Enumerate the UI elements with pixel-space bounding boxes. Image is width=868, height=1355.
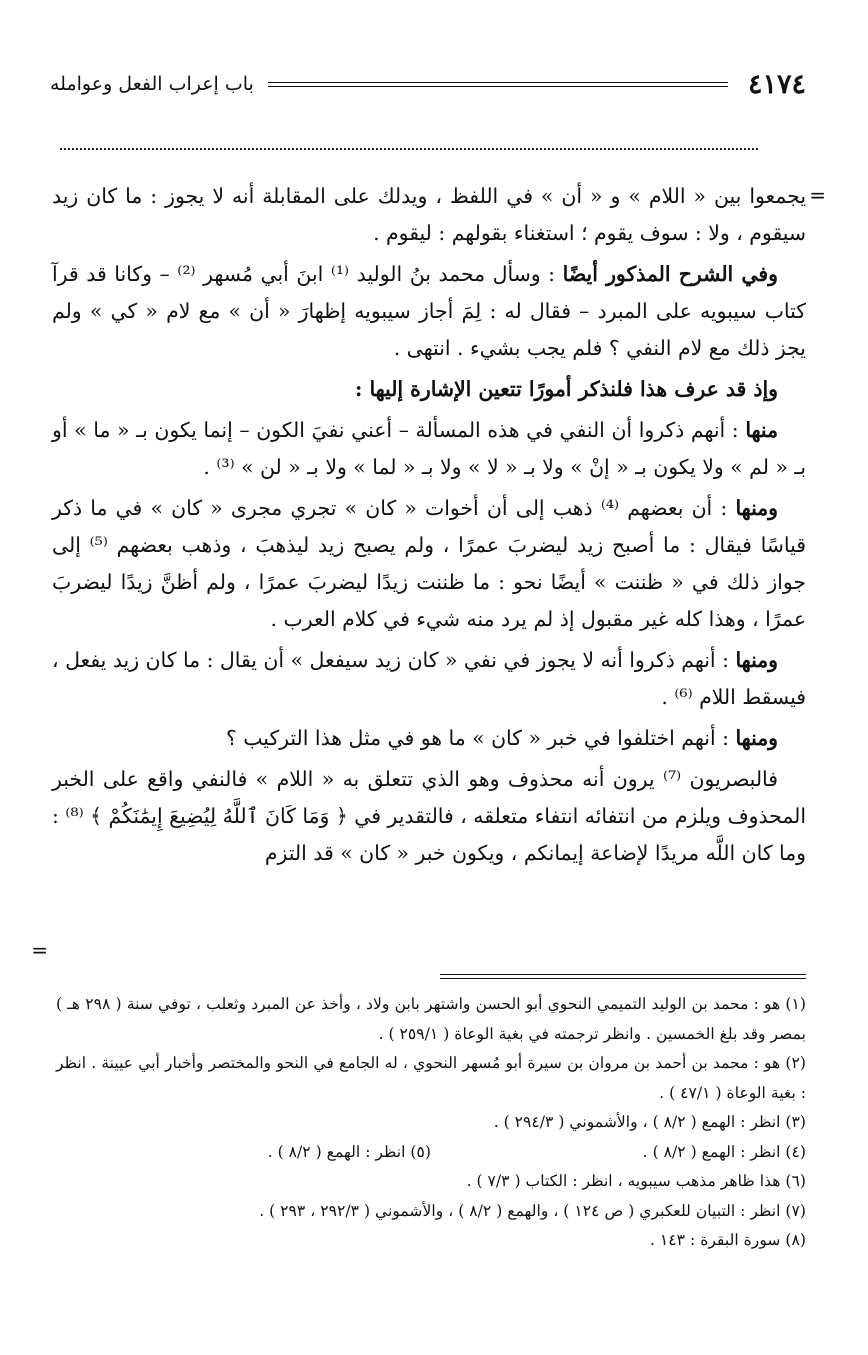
paragraph-6: ومنها : أنهم ذكروا أنه لا يجوز في نفي « كان زيد سيفعل » أن يقال : ما كان زيد يفعل ، فيسقط اللام ⁽⁶⁾ . bbox=[52, 648, 806, 709]
paragraph-7-lead: ومنها bbox=[735, 726, 778, 750]
paragraph-1: يجمعوا بين « اللام » و « أن » في اللفظ ، ويدلك على المقابلة أنه لا يجوز : ما كان زيد سيقوم ، ولا : سوف يقوم ؛ استغناء بقولهم : ليقوم . bbox=[52, 184, 806, 245]
paragraph-6-lead: ومنها bbox=[735, 648, 778, 672]
paragraph-7: ومنها : أنهم اختلفوا في خبر « كان » ما هو في مثل هذا التركيب ؟ bbox=[225, 726, 778, 750]
paragraph-2: وفي الشرح المذكور أيضًا : وسأل محمد بنُ الوليد ⁽¹⁾ ابنَ أبي مُسهر ⁽²⁾ – وكانا قد قرآ كتاب سيبويه على المبرد – فقال له : لِمَ أجاز سيبويه إظهارَ « أن » مع لام « كي » ولم يجز ذلك مع لام النفي ؟ فلم يجب بشيء . انتهى . bbox=[52, 262, 806, 360]
chapter-title: باب إعراب الفعل وعوامله bbox=[50, 73, 254, 95]
footnote-2: (٢) هو : محمد بن أحمد بن مروان بن سيرة أبو مُسهر النحوي ، له الجامع في النحو والمختصر وأخبار أبي عيينة . انظر : بغية الوعاة ( ٤٧/١ ) . bbox=[56, 1054, 806, 1102]
footnote-3: (٣) انظر : الهمع ( ٨/٢ ) ، والأشموني ( ٢٩٤/٣ ) . bbox=[493, 1113, 806, 1131]
footnote-5: (٥) انظر : الهمع ( ٨/٢ ) . bbox=[267, 1142, 431, 1161]
footnote-8: (٨) سورة البقرة : ١٤٣ . bbox=[650, 1231, 806, 1249]
continuation-mark-top: = bbox=[809, 183, 826, 207]
header-double-rule bbox=[268, 82, 728, 87]
running-header bbox=[50, 64, 806, 104]
dotted-separator bbox=[60, 148, 758, 150]
paragraph-3: وإذ قد عرف هذا فلنذكر أمورًا تتعين الإشارة إليها : bbox=[354, 377, 778, 401]
footnote-row-4-5 bbox=[56, 1138, 806, 1168]
footnote-1: (١) هو : محمد بن الوليد التميمي النحوي أبو الحسن واشتهر بابن ولاد ، وأخذ عن المبرد وثعلب ، توفي سنة ( ٢٩٨ هـ ) بمصر وقد بلغ الخمسين . وانظر ترجمته في بغية الوعاة ( ٢٥٩/١ ) . bbox=[56, 995, 806, 1043]
footnote-7: (٧) انظر : التبيان للعكبري ( ص ١٢٤ ) ، والهمع ( ٨/٢ ) ، والأشموني ( ٢٩٢/٣ ، ٢٩٣ ) . bbox=[259, 1201, 806, 1220]
footnote-4: (٤) انظر : الهمع ( ٨/٢ ) . bbox=[642, 1142, 806, 1161]
paragraph-5-lead: ومنها bbox=[735, 496, 778, 520]
footnotes bbox=[56, 990, 806, 1256]
paragraph-2-lead: وفي الشرح المذكور أيضًا bbox=[562, 262, 779, 286]
footnote-separator bbox=[440, 974, 806, 979]
continuation-mark-bottom: = bbox=[31, 938, 48, 962]
paragraph-8: فالبصريون ⁽⁷⁾ يرون أنه محذوف وهو الذي تتعلق به « اللام » فالنفي واقع على الخبر المحذوف ويلزم من انتفائه انتفاء متعلقه ، فالتقدير في ﴿ وَمَا كَانَ ٱللَّهُ لِيُضِيعَ إِيمَٰنَكُمْ ﴾ ⁽⁸⁾ : وما كان اللَّه مريدًا لإضاعة إيمانكم ، ويكون خبر « كان » قد التزم bbox=[52, 767, 806, 865]
footnote-6: (٦) هذا ظاهر مذهب سيبويه ، انظر : الكتاب ( ٧/٣ ) . bbox=[466, 1172, 806, 1190]
page-number: ٤١٧٤ bbox=[747, 68, 806, 100]
main-text bbox=[52, 178, 806, 876]
paragraph-5: ومنها : أن بعضهم ⁽⁴⁾ ذهب إلى أن أخوات « كان » تجري مجرى « كان » في ما ذكر قياسًا فيقال : ما أصبح زيد ليضربَ عمرًا ، ولم يصبح زيد ليذهبَ ، وذهب بعضهم ⁽⁵⁾ إلى جواز ذلك في « ظننت » أيضًا نحو : ما ظننت زيدًا ليضربَ عمرًا ، ولم أظنَّ زيدًا ليضربَ عمرًا ، وهذا كله غير مقبول إذ لم يرد منه شيء في كلام العرب . bbox=[52, 496, 806, 631]
paragraph-4: منها : أنهم ذكروا أن النفي في هذه المسألة – أعني نفيَ الكون – إنما يكون بـ « ما » أو بـ « لم » ولا يكون بـ « إنْ » ولا بـ « لا » ولا بـ « لما » ولا بـ « لن » ⁽³⁾ . bbox=[52, 418, 806, 479]
paragraph-4-lead: منها bbox=[745, 418, 778, 442]
